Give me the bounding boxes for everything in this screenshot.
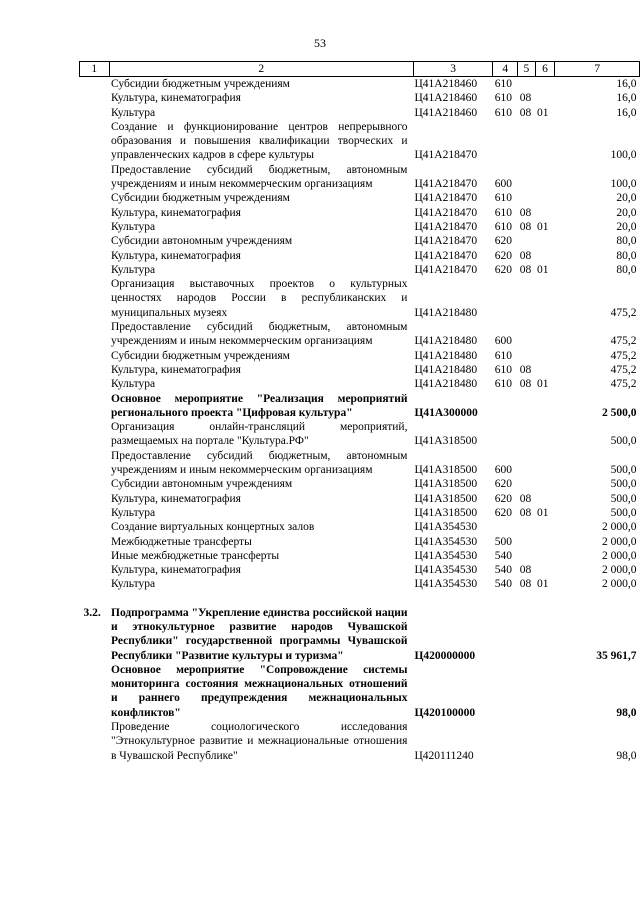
item-number bbox=[80, 449, 110, 478]
item-name: Культура, кинематография bbox=[111, 206, 241, 219]
item-name: Культура, кинематография bbox=[111, 249, 241, 262]
column-header: 4 bbox=[493, 62, 518, 77]
target-code: Ц41А218470 bbox=[414, 263, 478, 276]
item-name: Основное мероприятие "Сопровождение системы мониторинга состояния межнациональных отношений и раннего предупреждения межнациональных конфликтов" bbox=[111, 663, 408, 719]
section-code bbox=[518, 606, 535, 663]
section-code bbox=[518, 77, 535, 92]
subsection-code bbox=[535, 349, 555, 363]
subsection-code bbox=[535, 520, 555, 534]
target-code: Ц41А218470 bbox=[414, 220, 478, 233]
column-header: 1 bbox=[80, 62, 110, 77]
table-row bbox=[80, 663, 640, 720]
expense-type: 600 bbox=[494, 178, 512, 191]
item-name: Культура, кинематография bbox=[111, 564, 241, 577]
table-row bbox=[80, 420, 640, 449]
expense-type: 540 bbox=[494, 578, 512, 591]
target-code: Ц41А354530 bbox=[414, 578, 478, 591]
table-row bbox=[80, 163, 640, 192]
expense-type: 610 bbox=[494, 363, 512, 376]
item-name: Создание и функционирование центров непрерывного образования и повышения квалификации творческих и управленческих кадров в сфере культуры bbox=[111, 120, 408, 162]
amount: 500,0 bbox=[610, 478, 637, 491]
expense-type: 620 bbox=[494, 263, 512, 276]
section-code: 08 bbox=[519, 106, 532, 119]
subsection-code bbox=[535, 420, 555, 449]
item-number bbox=[80, 91, 110, 105]
item-number bbox=[80, 577, 110, 591]
amount: 20,0 bbox=[616, 220, 637, 233]
subsection-code: 01 bbox=[537, 263, 549, 276]
subsection-code bbox=[535, 449, 555, 478]
amount: 475,2 bbox=[610, 349, 637, 362]
amount: 20,0 bbox=[616, 192, 637, 205]
item-name: Культура, кинематография bbox=[111, 492, 241, 505]
expense-type: 600 bbox=[494, 335, 512, 348]
amount: 2 000,0 bbox=[602, 564, 637, 577]
item-name: Субсидии бюджетным учреждениям bbox=[111, 78, 290, 90]
target-code: Ц41А218470 bbox=[414, 149, 478, 162]
subsection-code bbox=[535, 606, 555, 663]
item-number bbox=[80, 106, 110, 120]
amount: 475,2 bbox=[610, 378, 637, 391]
item-name: Иные межбюджетные трансферты bbox=[111, 549, 280, 562]
section-code: 08 bbox=[519, 249, 532, 262]
expense-type: 610 bbox=[494, 206, 512, 219]
item-number bbox=[80, 563, 110, 577]
target-code: Ц41А218470 bbox=[414, 249, 478, 262]
amount: 500,0 bbox=[610, 435, 637, 448]
item-name: Основное мероприятие "Реализация мероприятий регионального проекта "Цифровая культура" bbox=[111, 392, 408, 419]
item-number bbox=[80, 234, 110, 248]
section-code: 08 bbox=[519, 564, 532, 577]
subsection-code bbox=[535, 77, 555, 92]
item-name: Субсидии бюджетным учреждениям bbox=[111, 349, 290, 362]
table-row bbox=[80, 606, 640, 663]
target-code: Ц41А354530 bbox=[414, 535, 478, 548]
item-name: Культура bbox=[111, 578, 156, 591]
subsection-code bbox=[535, 477, 555, 491]
item-name: Организация онлайн-трансляций мероприятий, размещаемых на портале "Культура.РФ" bbox=[111, 421, 408, 448]
item-name: Культура bbox=[111, 506, 156, 519]
table-row bbox=[80, 392, 640, 421]
amount: 500,0 bbox=[610, 506, 637, 519]
section-code: 08 bbox=[519, 378, 532, 391]
item-number bbox=[80, 549, 110, 563]
subsection-code bbox=[535, 234, 555, 248]
expense-type: 610 bbox=[494, 220, 512, 233]
expense-type bbox=[493, 663, 518, 720]
subsection-code bbox=[535, 277, 555, 320]
section-code: 08 bbox=[519, 363, 532, 376]
expense-type: 610 bbox=[494, 106, 512, 119]
item-number bbox=[80, 477, 110, 491]
expense-type: 620 bbox=[494, 235, 512, 248]
target-code: Ц41А218480 bbox=[414, 378, 478, 391]
item-number bbox=[80, 249, 110, 263]
expense-type: 610 bbox=[494, 192, 512, 205]
subsection-code bbox=[535, 120, 555, 163]
section-code bbox=[518, 392, 535, 421]
item-name: Проведение социологического исследования "Этнокультурное развитие и межнациональные отношения в Чувашской Республике" bbox=[111, 721, 408, 762]
amount: 2 000,0 bbox=[602, 578, 637, 591]
target-code: Ц41А218480 bbox=[414, 349, 478, 362]
table-row bbox=[80, 263, 640, 277]
subsection-code: 01 bbox=[537, 578, 549, 591]
table-row bbox=[80, 120, 640, 163]
expense-type: 540 bbox=[494, 549, 512, 562]
section-code bbox=[518, 720, 535, 763]
subsection-code bbox=[535, 249, 555, 263]
target-code: Ц420000000 bbox=[414, 649, 476, 662]
amount: 2 000,0 bbox=[602, 549, 637, 562]
target-code: Ц41А354530 bbox=[414, 564, 478, 577]
table-row bbox=[80, 206, 640, 220]
item-name: Предоставление субсидий бюджетным, автономным учреждениям и иным некоммерческим организациям bbox=[111, 163, 408, 191]
target-code: Ц41А218460 bbox=[414, 106, 478, 119]
section-code bbox=[518, 163, 535, 192]
section-code bbox=[518, 663, 535, 720]
section-code bbox=[518, 349, 535, 363]
item-number bbox=[80, 120, 110, 163]
table-row bbox=[80, 234, 640, 248]
expense-type bbox=[493, 606, 518, 663]
expense-type: 540 bbox=[494, 564, 512, 577]
section-code bbox=[518, 477, 535, 491]
section-code bbox=[518, 549, 535, 563]
item-number bbox=[80, 163, 110, 192]
amount: 80,0 bbox=[616, 235, 637, 248]
expense-type: 620 bbox=[494, 506, 512, 519]
subsection-code bbox=[535, 563, 555, 577]
item-name: Культура bbox=[111, 220, 156, 233]
table-row bbox=[80, 520, 640, 534]
expense-type: 620 bbox=[494, 249, 512, 262]
target-code: Ц420111240 bbox=[414, 749, 474, 762]
section-code bbox=[518, 120, 535, 163]
item-number bbox=[80, 191, 110, 205]
subsection-code bbox=[535, 720, 555, 763]
spacer-cell bbox=[80, 592, 640, 606]
amount: 16,0 bbox=[616, 78, 637, 90]
target-code: Ц41А218480 bbox=[414, 306, 478, 319]
table-row bbox=[80, 77, 640, 92]
expense-type: 610 bbox=[494, 92, 512, 105]
target-code: Ц41А218470 bbox=[414, 192, 478, 205]
subsection-code bbox=[535, 363, 555, 377]
table-row bbox=[80, 106, 640, 120]
table-row bbox=[80, 277, 640, 320]
amount: 20,0 bbox=[616, 206, 637, 219]
item-name: Создание виртуальных концертных залов bbox=[111, 521, 315, 534]
target-code: Ц41А218460 bbox=[414, 78, 478, 90]
column-header: 5 bbox=[518, 62, 535, 77]
amount: 2 000,0 bbox=[602, 521, 637, 534]
item-name: Культура bbox=[111, 263, 156, 276]
section-code bbox=[518, 420, 535, 449]
item-number bbox=[80, 492, 110, 506]
column-header: 6 bbox=[535, 62, 555, 77]
item-name: Субсидии автономным учреждениям bbox=[111, 235, 293, 248]
target-code: Ц41А218470 bbox=[414, 178, 478, 191]
target-code: Ц41А218470 bbox=[414, 206, 478, 219]
item-name: Предоставление субсидий бюджетным, автономным учреждениям и иным некоммерческим организациям bbox=[111, 321, 408, 348]
table-row bbox=[80, 320, 640, 349]
item-name: Межбюджетные трансферты bbox=[111, 535, 252, 548]
table-body bbox=[80, 77, 640, 763]
item-number bbox=[80, 506, 110, 520]
item-number bbox=[80, 377, 110, 391]
expense-type: 610 bbox=[494, 349, 512, 362]
amount: 80,0 bbox=[616, 249, 637, 262]
table-row bbox=[80, 191, 640, 205]
expense-type: 620 bbox=[494, 492, 512, 505]
table-row bbox=[80, 477, 640, 491]
item-number bbox=[80, 420, 110, 449]
section-code: 08 bbox=[519, 220, 532, 233]
item-name: Предоставление субсидий бюджетным, автономным учреждениям и иным некоммерческим организациям bbox=[111, 449, 408, 477]
table-row bbox=[80, 506, 640, 520]
expense-type bbox=[493, 520, 518, 534]
expense-type bbox=[493, 392, 518, 421]
item-number bbox=[80, 363, 110, 377]
target-code: Ц41А318500 bbox=[414, 492, 478, 505]
table-row bbox=[80, 220, 640, 234]
section-code bbox=[518, 191, 535, 205]
subsection-code bbox=[535, 549, 555, 563]
table-row bbox=[80, 363, 640, 377]
amount: 35 961,7 bbox=[596, 649, 637, 662]
expense-type: 610 bbox=[494, 378, 512, 391]
subsection-code bbox=[535, 392, 555, 421]
amount: 80,0 bbox=[616, 263, 637, 276]
amount: 100,0 bbox=[610, 178, 637, 191]
table-row bbox=[80, 349, 640, 363]
target-code: Ц41А218470 bbox=[414, 235, 478, 248]
expense-type bbox=[493, 120, 518, 163]
amount: 16,0 bbox=[616, 92, 637, 105]
item-number: 3.2. bbox=[83, 606, 101, 619]
subsection-code bbox=[535, 535, 555, 549]
section-code bbox=[518, 449, 535, 478]
item-name: Субсидии автономным учреждениям bbox=[111, 478, 293, 491]
amount: 2 000,0 bbox=[602, 535, 637, 548]
target-code: Ц41А318500 bbox=[414, 435, 478, 448]
expense-type: 500 bbox=[494, 535, 512, 548]
table-row bbox=[80, 492, 640, 506]
subsection-code bbox=[535, 91, 555, 105]
item-number bbox=[80, 263, 110, 277]
column-header: 2 bbox=[109, 62, 413, 77]
expense-type: 620 bbox=[494, 478, 512, 491]
amount: 2 500,0 bbox=[602, 406, 637, 419]
subsection-code bbox=[535, 191, 555, 205]
item-number bbox=[80, 535, 110, 549]
target-code: Ц41А300000 bbox=[414, 406, 478, 419]
amount: 475,2 bbox=[610, 363, 637, 376]
table-row bbox=[80, 563, 640, 577]
column-header: 7 bbox=[555, 62, 640, 77]
spacer-row bbox=[80, 592, 640, 606]
subsection-code bbox=[535, 206, 555, 220]
section-code bbox=[518, 320, 535, 349]
expense-type bbox=[493, 420, 518, 449]
page-number: 53 bbox=[314, 36, 326, 50]
amount: 98,0 bbox=[616, 749, 637, 762]
section-code: 08 bbox=[519, 578, 532, 591]
target-code: Ц41А318500 bbox=[414, 464, 478, 477]
target-code: Ц41А354530 bbox=[414, 521, 478, 534]
amount: 475,2 bbox=[610, 306, 637, 319]
amount: 16,0 bbox=[616, 106, 637, 119]
item-number bbox=[80, 320, 110, 349]
subsection-code bbox=[535, 320, 555, 349]
item-name: Культура, кинематография bbox=[111, 92, 241, 105]
amount: 98,0 bbox=[616, 706, 637, 719]
item-name: Организация выставочных проектов о культурных ценностях народов России в республиканских и муниципальных музеях bbox=[111, 278, 408, 319]
table-row bbox=[80, 549, 640, 563]
table-row bbox=[80, 91, 640, 105]
section-code: 08 bbox=[519, 92, 532, 105]
expense-type bbox=[493, 720, 518, 763]
target-code: Ц420100000 bbox=[414, 706, 476, 719]
subsection-code: 01 bbox=[537, 220, 549, 233]
section-code bbox=[518, 535, 535, 549]
target-code: Ц41А218480 bbox=[414, 363, 478, 376]
item-name: Подпрограмма "Укрепление единства российской нации и этнокультурное развитие народов Чувашской Республики" государственной программы Чувашской Республики "Развитие культуры и туризма" bbox=[111, 606, 408, 662]
section-code bbox=[518, 234, 535, 248]
item-number bbox=[80, 77, 110, 92]
table-row bbox=[80, 377, 640, 391]
subsection-code bbox=[535, 663, 555, 720]
item-name: Культура, кинематография bbox=[111, 363, 241, 376]
section-code: 08 bbox=[519, 492, 532, 505]
item-number bbox=[80, 663, 110, 720]
item-name: Субсидии бюджетным учреждениям bbox=[111, 192, 290, 205]
target-code: Ц41А354530 bbox=[414, 549, 478, 562]
column-header: 3 bbox=[413, 62, 492, 77]
subsection-code: 01 bbox=[537, 506, 549, 519]
item-number bbox=[80, 520, 110, 534]
table-row bbox=[80, 449, 640, 478]
item-number bbox=[80, 392, 110, 421]
expense-type: 600 bbox=[494, 464, 512, 477]
target-code: Ц41А318500 bbox=[414, 478, 478, 491]
item-name: Культура bbox=[111, 378, 156, 391]
amount: 500,0 bbox=[610, 464, 637, 477]
expense-type: 610 bbox=[494, 78, 512, 90]
amount: 500,0 bbox=[610, 492, 637, 505]
section-code: 08 bbox=[519, 263, 532, 276]
section-code bbox=[518, 277, 535, 320]
target-code: Ц41А218460 bbox=[414, 92, 478, 105]
table-row bbox=[80, 720, 640, 763]
section-code bbox=[518, 520, 535, 534]
item-number bbox=[80, 206, 110, 220]
item-name: Культура bbox=[111, 106, 156, 119]
subsection-code: 01 bbox=[537, 106, 549, 119]
subsection-code bbox=[535, 492, 555, 506]
table-row bbox=[80, 249, 640, 263]
amount: 100,0 bbox=[610, 149, 637, 162]
section-code: 08 bbox=[519, 506, 532, 519]
subsection-code bbox=[535, 163, 555, 192]
expense-type bbox=[493, 277, 518, 320]
target-code: Ц41А218480 bbox=[414, 335, 478, 348]
section-code: 08 bbox=[519, 206, 532, 219]
item-number bbox=[80, 220, 110, 234]
item-number bbox=[80, 277, 110, 320]
item-number bbox=[80, 720, 110, 763]
column-number-row bbox=[80, 62, 640, 77]
item-number bbox=[80, 349, 110, 363]
amount: 475,2 bbox=[610, 335, 637, 348]
table-row bbox=[80, 535, 640, 549]
budget-table bbox=[79, 61, 640, 763]
subsection-code: 01 bbox=[537, 378, 549, 391]
target-code: Ц41А318500 bbox=[414, 506, 478, 519]
table-row bbox=[80, 577, 640, 591]
